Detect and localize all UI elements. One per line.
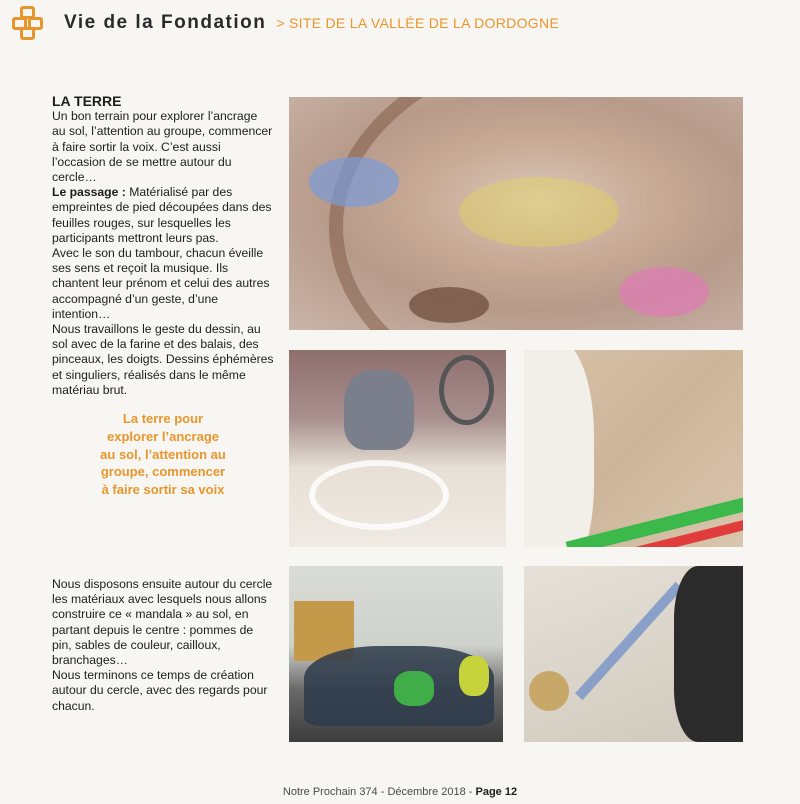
brush-flour-photo <box>524 566 743 742</box>
article-paragraph <box>52 185 274 246</box>
section-subtitle: > SITE DE LA VALLÉE DE LA DORDOGNE <box>276 15 559 31</box>
article-column-top <box>52 94 274 398</box>
passage-text: Matérialisé par des empreintes de pied découpées dans des feuilles rouges, sur lesquelles les participants mettront leurs pas. <box>52 185 272 245</box>
drawing-flour-photo <box>289 350 506 547</box>
pull-quote: La terre pour explorer l’ancrage au sol, l’attention au groupe, commencer à faire sortir sa voix <box>100 411 226 498</box>
article-paragraph: Avec le son du tambour, chacun éveille ses sens et reçoit la musique. Ils chantent leur prénom et celui des autres accompagné d’un geste, d’une intention… <box>52 246 270 321</box>
section-header <box>10 6 559 40</box>
mandala-photo <box>289 97 743 330</box>
group-circle-photo <box>289 566 503 742</box>
article-paragraph: Nous terminons ce temps de création autour du cercle, avec des regards pour chacun. <box>52 668 268 713</box>
article-heading: LA TERRE <box>52 93 122 109</box>
article-paragraph: Nous travaillons le geste du dessin, au sol avec de la farine et des balais, des pinceaux, les doigts. Dessins éphémères et singuliers, réalisés dans le même matériau brut. <box>52 322 274 397</box>
honeycomb-logo-icon <box>10 6 46 40</box>
page-footer <box>0 786 800 798</box>
article-paragraph: Nous disposons ensuite autour du cercle les matériaux avec lesquels nous allons construire ce « mandala » au sol, en partant depuis le centre : pommes de pin, sables de couleur, cailloux, branchages… <box>52 577 273 668</box>
sand-closeup-photo <box>524 350 743 547</box>
page-number: Page 12 <box>475 786 518 798</box>
section-title: Vie de la Fondation <box>64 12 267 33</box>
article-column-bottom <box>52 577 274 714</box>
article-paragraph: Un bon terrain pour explorer l’ancrage au sol, l’attention au groupe, commencer à faire sortir la voix. C’est aussi l’occasion de se mettre autour du cercle… <box>52 109 273 185</box>
footer-issue: Notre Prochain 374 - Décembre 2018 - <box>282 786 473 798</box>
passage-label: Le passage : <box>52 185 126 200</box>
